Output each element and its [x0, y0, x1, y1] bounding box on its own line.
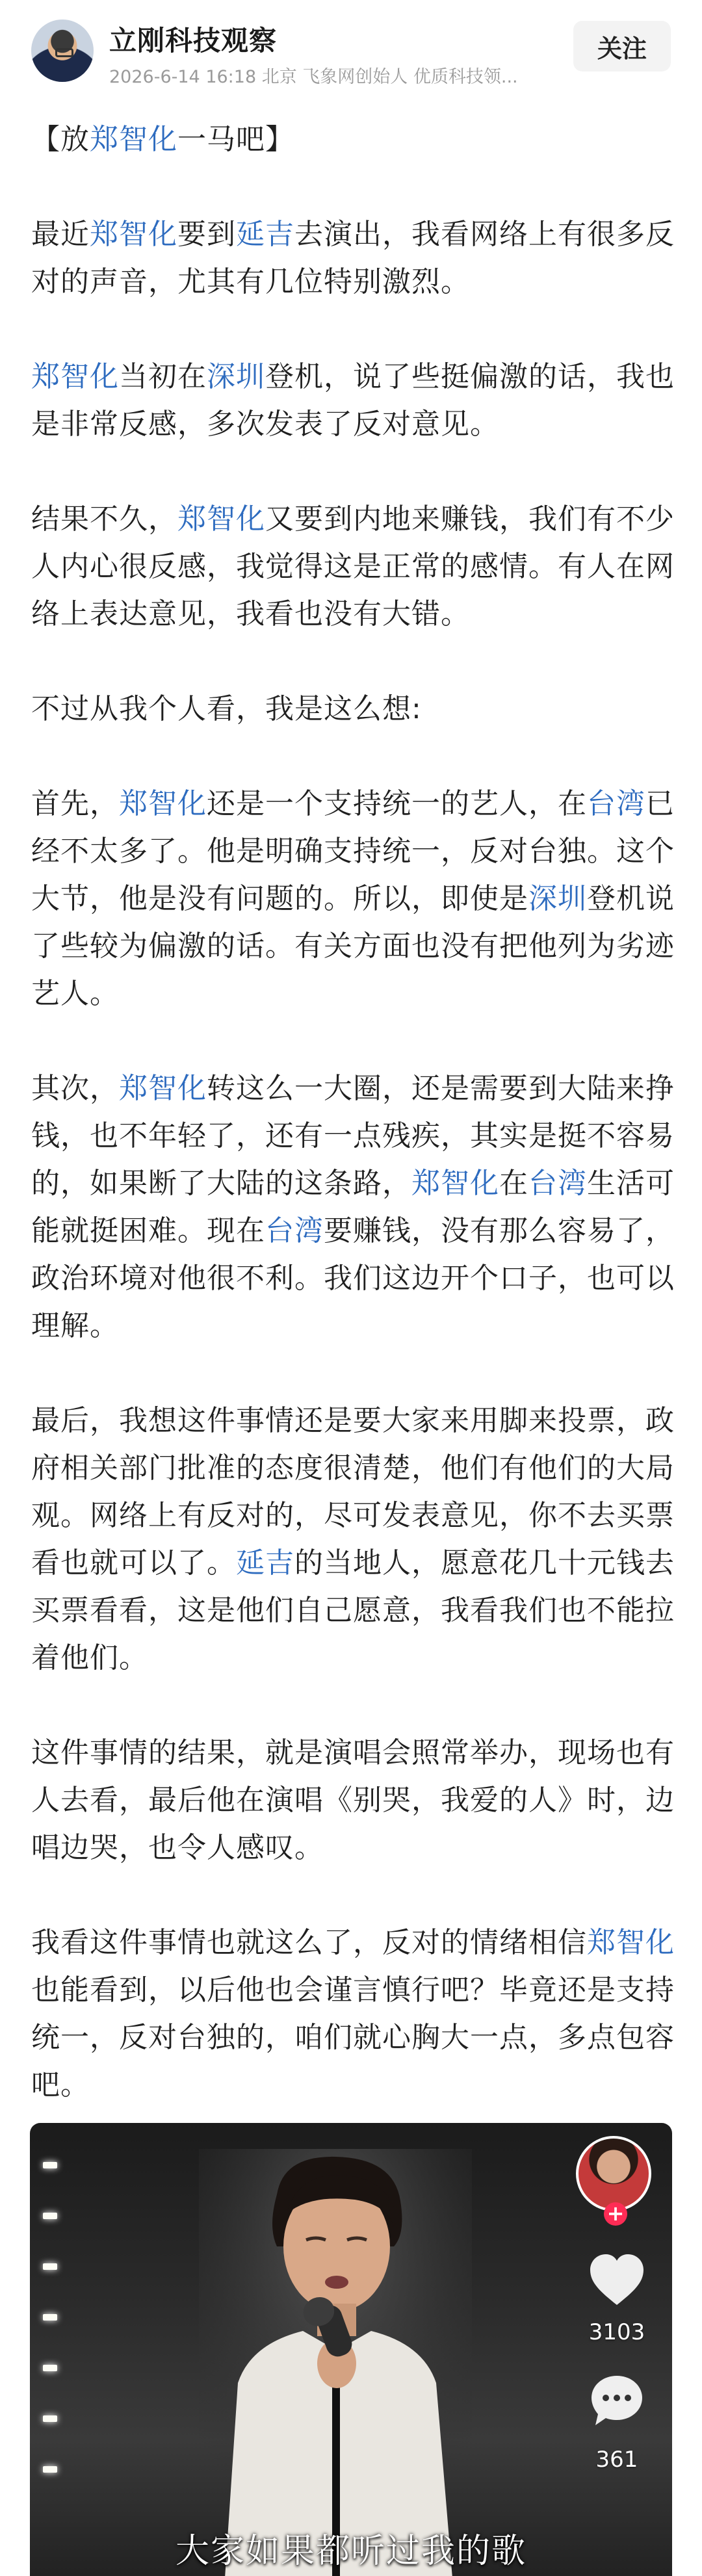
keyword-link[interactable]: 延吉 — [236, 218, 294, 251]
article-paragraph: 首先，郑智化还是一个支持统一的艺人，在台湾已经不太多了。他是明确支持统一，反对台独。这个大节，他是没有问题的。所以，即使是深圳登机说了些较为偏激的话。有关方面也没有把他列为劣迹艺人。 — [31, 787, 675, 1010]
singer-figure — [199, 2149, 472, 2576]
post-meta: 2026-6-14 16:18 北京 飞象网创始人 优质科技领... — [109, 67, 518, 87]
keyword-link[interactable]: 郑智化 — [177, 502, 265, 536]
comment-count: 361 — [595, 2447, 638, 2473]
video-player[interactable] — [30, 2123, 672, 2576]
article-paragraph: 不过从我个人看，我是这么想: — [31, 692, 422, 725]
keyword-link[interactable]: 台湾 — [528, 1167, 587, 1200]
keyword-link[interactable]: 郑智化 — [119, 1072, 207, 1105]
stage-light — [43, 2314, 57, 2321]
comment-bubble-icon[interactable] — [589, 2373, 645, 2429]
article-paragraph: 这件事情的结果，就是演唱会照常举办，现场也有人去看，最后他在演唱《别哭，我爱的人》时，边唱边哭，也令人感叹。 — [31, 1736, 675, 1864]
stage-light — [43, 2365, 57, 2371]
keyword-link[interactable]: 郑智化 — [31, 360, 119, 393]
keyword-link[interactable]: 台湾 — [587, 787, 645, 820]
creator-avatar[interactable] — [576, 2136, 651, 2211]
keyword-link[interactable]: 郑智化 — [587, 1926, 675, 1959]
article-paragraph: 结果不久，郑智化又要到内地来赚钱，我们有不少人内心很反感，我觉得这是正常的感情。有人在网络上表达意见，我看也没有大错。 — [31, 502, 675, 631]
stage-light — [43, 2213, 57, 2219]
stage-light — [43, 2263, 57, 2270]
keyword-link[interactable]: 郑智化 — [411, 1167, 499, 1200]
stage-lights — [43, 2162, 58, 2552]
stage-light — [43, 2162, 57, 2168]
article-paragraph: 其次，郑智化转这么一大圈，还是需要到大陆来挣钱，也不年轻了，还有一点残疾，其实是挺不容易的，如果断了大陆的这条路，郑智化在台湾生活可能就挺困难。现在台湾要赚钱，没有那么容易了，政治环境对他很不利。我们这边开个口子，也可以理解。 — [31, 1072, 675, 1342]
article-paragraph: 最近郑智化要到延吉去演出，我看网络上有很多反对的声音，尤其有几位特别激烈。 — [31, 218, 675, 298]
keyword-link[interactable]: 深圳 — [207, 360, 265, 393]
article-body — [31, 116, 675, 2109]
post-header — [0, 0, 702, 104]
stage-light — [43, 2415, 57, 2422]
article-paragraph: 最后，我想这件事情还是要大家来用脚来投票，政府相关部门批准的态度很清楚，他们有他们的大局观。网络上有反对的，尽可发表意见，你不去买票看也就可以了。延吉的当地人，愿意花几十元钱去买票看看，这是他们自己愿意，我看我们也不能拉着他们。 — [31, 1404, 675, 1674]
keyword-link[interactable]: 台湾 — [265, 1214, 324, 1247]
account-name[interactable]: 立刚科技观察 — [109, 25, 278, 57]
account-avatar[interactable] — [31, 20, 94, 82]
stage-light — [43, 2466, 57, 2473]
heart-icon[interactable] — [588, 2253, 646, 2308]
like-count: 3103 — [588, 2319, 645, 2345]
article-title: 【放郑智化一马吧】 — [31, 123, 294, 156]
article-paragraph: 我看这件事情也就这么了，反对的情绪相信郑智化也能看到，以后他也会谨言慎行吧？毕竟还是支持统一，反对台独的，咱们就心胸大一点，多点包容吧。 — [31, 1926, 675, 2101]
keyword-link[interactable]: 延吉 — [236, 1546, 294, 1580]
plus-icon[interactable]: + — [604, 2202, 627, 2226]
article-paragraph: 郑智化当初在深圳登机，说了些挺偏激的话，我也是非常反感，多次发表了反对意见。 — [31, 360, 675, 441]
video-subtitle: 大家如果都听过我的歌 — [175, 2532, 526, 2571]
keyword-link[interactable]: 郑智化 — [90, 123, 177, 156]
singer-illustration — [199, 2149, 472, 2576]
keyword-link[interactable]: 郑智化 — [119, 787, 207, 820]
keyword-link[interactable]: 郑智化 — [90, 218, 177, 251]
follow-button[interactable]: 关注 — [573, 21, 671, 72]
keyword-link[interactable]: 深圳 — [528, 882, 587, 915]
